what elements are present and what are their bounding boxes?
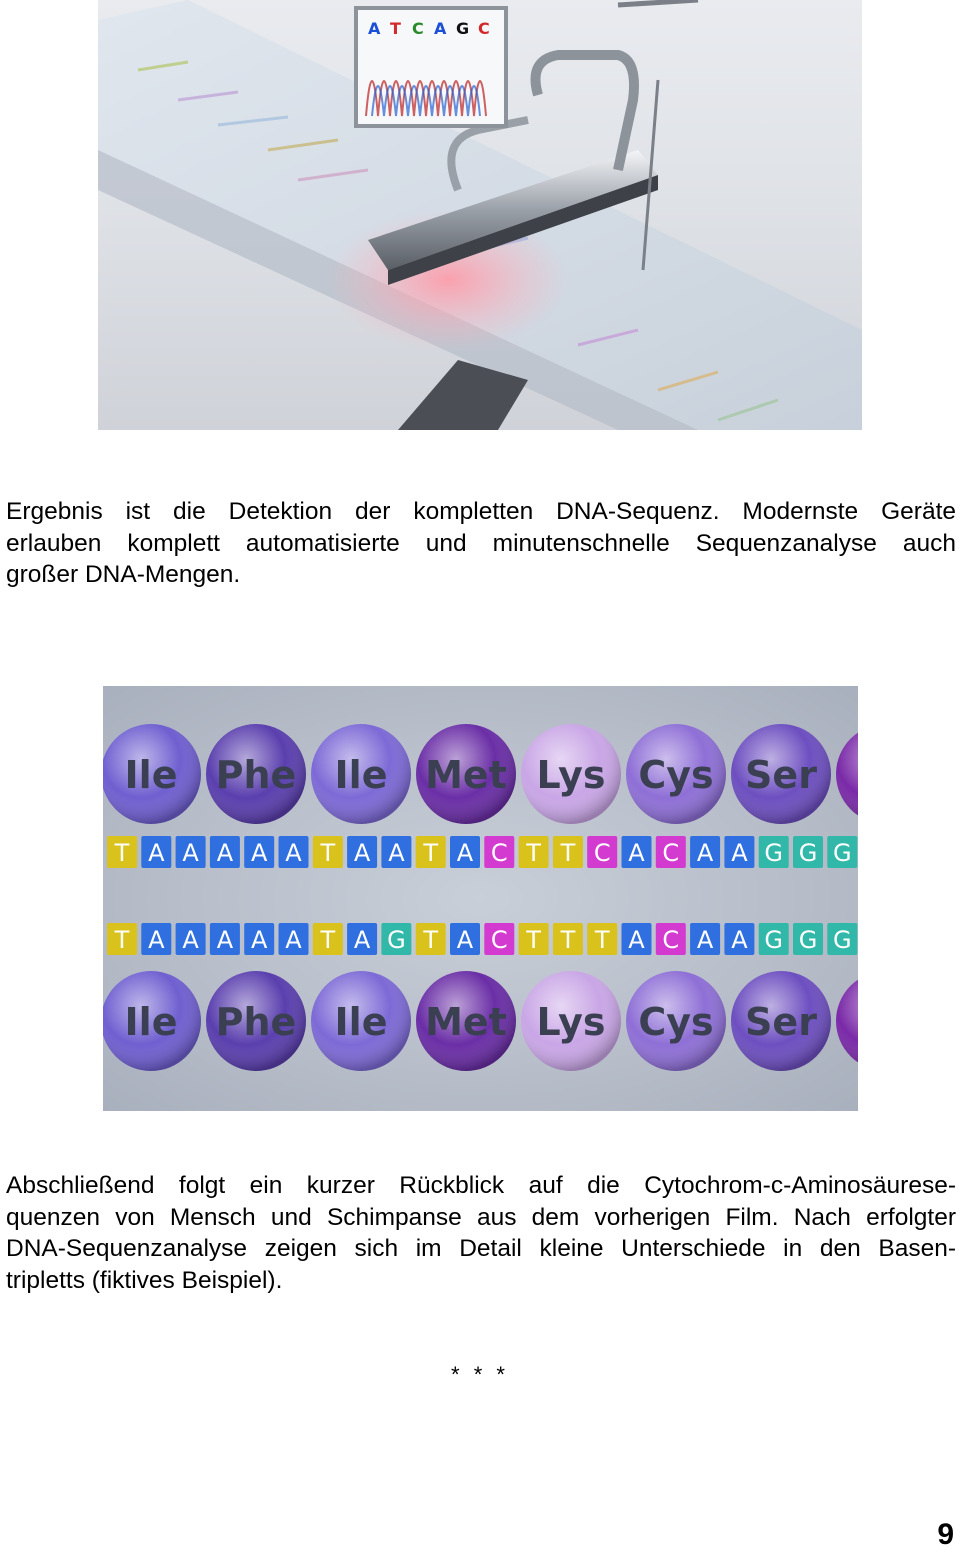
base-letter: C: [662, 839, 680, 867]
sequencer-illustration: [98, 0, 862, 430]
base-letter: T: [526, 839, 541, 867]
base-letter: C: [490, 926, 508, 954]
amino-acid-label: Ser: [745, 753, 817, 797]
amino-acid-label: Ile: [334, 1000, 388, 1044]
amino-acid-label: Ile: [124, 753, 178, 797]
base-letter: G: [832, 839, 852, 867]
base-letter: A: [696, 926, 714, 954]
base-letter: T: [320, 926, 336, 954]
base-letter: A: [182, 926, 199, 954]
amino-acid-label: Cys: [638, 753, 714, 797]
page-number: 9: [937, 1518, 954, 1551]
base-letter: G: [798, 839, 818, 867]
paragraph-cytochrome: [6, 1170, 956, 1296]
sequence-illustration: [103, 686, 858, 1111]
base-letter: C: [490, 839, 508, 867]
amino-acid-ball-shade: [836, 724, 858, 824]
base-letter: T: [320, 839, 336, 867]
text-line: großer DNA-Mengen.: [6, 561, 241, 588]
base-letter: A: [216, 839, 234, 867]
base-letter: G: [387, 926, 406, 954]
text-line: DNA-Sequenzanalyse zeigen sich im Detail kleine Unterschiede in den Basen-: [6, 1235, 956, 1262]
base-letter: A: [353, 926, 371, 954]
amino-acid-label: Met: [425, 1000, 507, 1044]
screen-letter: G: [456, 19, 470, 38]
text-line: erlauben komplett automatisierte und minutenschnelle Sequenzanalyse auch: [6, 529, 956, 557]
base-letter: G: [764, 839, 784, 867]
paragraph-sequencing: [6, 496, 956, 591]
amino-acid-sequence-figure: [103, 686, 858, 1111]
base-letter: A: [696, 839, 714, 867]
amino-acid-label: Ile: [124, 1000, 178, 1044]
base-letter: A: [216, 926, 234, 954]
base-letter: T: [560, 926, 576, 954]
section-separator: * * *: [451, 1362, 509, 1387]
amino-acid-label: Cys: [638, 1000, 714, 1044]
base-letter: G: [798, 926, 818, 954]
base-letter: G: [764, 926, 784, 954]
text-line: quenzen von Mensch und Schimpanse aus dem vorherigen Film. Nach erfolgter: [6, 1203, 956, 1231]
amino-acid-label: Phe: [215, 753, 297, 797]
amino-acid-label: Ser: [745, 1000, 817, 1044]
screen-letter: C: [412, 19, 424, 38]
base-letter: C: [593, 839, 611, 867]
base-letter: A: [456, 839, 474, 867]
base-letter: A: [148, 839, 165, 867]
base-letter: A: [628, 839, 645, 867]
base-letter: A: [731, 926, 748, 954]
base-letter: T: [423, 839, 439, 867]
amino-acid-label: Phe: [215, 1000, 297, 1044]
sequencer-photo: [98, 0, 862, 430]
base-letter: T: [114, 926, 130, 954]
base-letter: A: [250, 926, 268, 954]
base-letter: A: [250, 839, 268, 867]
screen-letter: A: [434, 19, 447, 38]
base-letter: T: [594, 926, 610, 954]
amino-acid-label: Lys: [536, 1000, 606, 1044]
base-letter: A: [388, 839, 405, 867]
screen-letter: A: [368, 19, 381, 38]
base-letter: C: [662, 926, 680, 954]
base-letter: G: [832, 926, 852, 954]
amino-acid-label: Met: [425, 753, 507, 797]
base-letter: T: [114, 839, 130, 867]
base-letter: A: [456, 926, 474, 954]
base-letter: T: [423, 926, 439, 954]
screen-letter: T: [390, 19, 401, 38]
base-letter: A: [148, 926, 165, 954]
text-line: tripletts (fiktives Beispiel).: [6, 1266, 283, 1294]
base-letter: T: [526, 926, 541, 954]
base-letter: T: [560, 839, 576, 867]
base-letter: A: [285, 839, 302, 867]
text-line: Abschließend folgt ein kurzer Rückblick auf die Cytochrom-c-Aminosäurese-: [6, 1172, 956, 1199]
amino-acid-label: Ile: [334, 753, 388, 797]
base-letter: A: [182, 839, 199, 867]
base-letter: A: [628, 926, 645, 954]
amino-acid-label: Lys: [536, 753, 606, 797]
amino-acid-ball-shade: [836, 971, 858, 1071]
screen-letter: C: [478, 19, 490, 38]
base-letter: A: [285, 926, 302, 954]
text-line: Ergebnis ist die Detektion der kompletten DNA-Sequenz. Modernste Geräte: [6, 498, 956, 525]
base-letter: A: [731, 839, 748, 867]
base-letter: A: [353, 839, 371, 867]
